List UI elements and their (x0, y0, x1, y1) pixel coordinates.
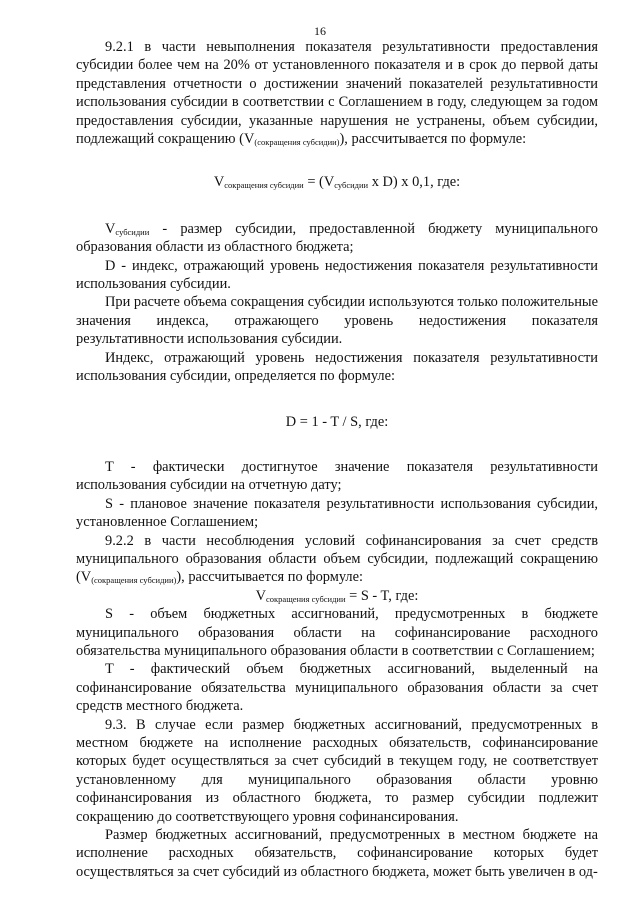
page-number: 16 (314, 24, 326, 38)
paragraph-9-2-2: 9.2.2 в части несоблюдения условий софинансирования за счет средств муниципального образования области объем субсидии, подлежащий сокращению $(V_{(сокращения субсидии)})$, рассчитывается по формуле: (76, 532, 598, 586)
paragraph-positive-index: При расчете объема сокращения субсидии используются только положительные значения индекса, отражающего уровень недостижения показателя результативности использования субсидии. (76, 294, 598, 348)
formula-reduction-volume: $V_{сокращения субсидии} = (V_{субсидии}$ x D) x 0,1, где: (213, 174, 461, 191)
definition-s-planned: S - плановое значение показателя результативности использования субсидии, установленное Соглашением; (76, 495, 598, 531)
formula-index: D = 1 - T / S, где: (285, 413, 389, 430)
definition-t-actual: T - фактически достигнутое значение показателя результативности использования субсидии на отчетную дату; (76, 458, 598, 494)
document-body (76, 38, 598, 881)
paragraph-9-2-1: 9.2.1 в части невыполнения показателя результативности предоставления субсидии более чем на 20% от установленного показателя и в срок до первой даты представления отчетности о достижении значений показателей результативности использования субсидии в соответствии с Соглашением в году, следующем за годом предоставления субсидии, указанные нарушения не устранены, объем субсидии, подлежащий сокращению $(V_{(сокращения субсидии)})$, рассчитывается по формуле: (76, 39, 598, 148)
definition-s-budget: S - объем бюджетных ассигнований, предусмотренных в бюджете муниципального образования области на софинансирование расходного обязательства муниципального образования области в соответствии с Соглашением; (76, 606, 598, 659)
formula-cofinancing: $V_{сокращения субсидии} = S - T$, где: (255, 587, 419, 604)
paragraph-index-intro: Индекс, отражающий уровень недостижения показателя результативности использования субсидии, определяется по формуле: (76, 349, 598, 385)
paragraph-9-3: 9.3. В случае если размер бюджетных ассигнований, предусмотренных в местном бюджете на исполнение расходных обязательств, софинансирование которых будет осуществляться за счет субсидий в текущем году, не соответствует установленному для муниципального образования области уровню софинансирования из областного бюджета, то размер субсидии подлежит сокращению до соответствующего уровня софинансирования. (76, 716, 598, 825)
definition-t-budget: T - фактический объем бюджетных ассигнований, выделенный на софинансирование обязательства муниципального образования области за счет средств местного бюджета. (76, 661, 598, 715)
definition-v-subsidy: $V_{субсидии}$ - размер субсидии, предоставленной бюджету муниципального образования области из областного бюджета; (76, 220, 598, 256)
definition-d: D - индекс, отражающий уровень недостижения показателя результативности использования субсидии. (76, 257, 598, 293)
paragraph-budget-increase: Размер бюджетных ассигнований, предусмотренных в местном бюджете на исполнение расходных обязательств, софинансирование которых будет осуществляться за счет субсидий из областного бюджета, может быть увеличен в од- (76, 827, 598, 880)
